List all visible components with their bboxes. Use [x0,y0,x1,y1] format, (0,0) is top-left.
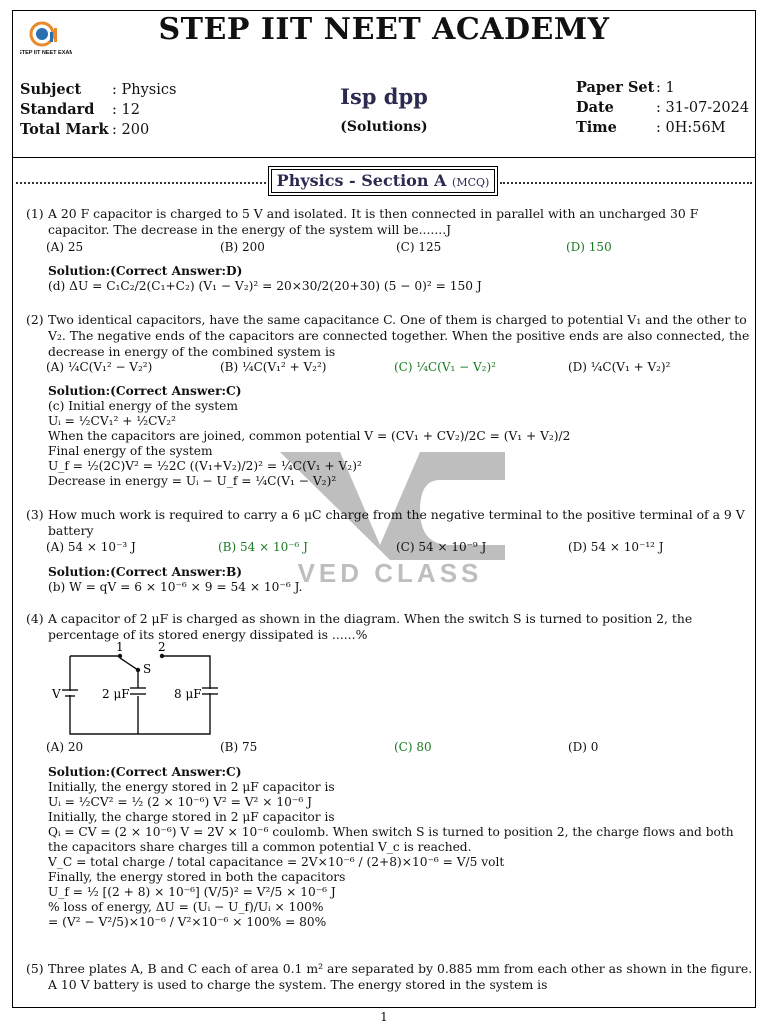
solution-line: U_f = ½ [(2 + 8) × 10⁻⁶] (V/5)² = V²/5 × 10⁻⁶ J [48,885,336,899]
question-text: How much work is required to carry a 6 μC charge from the negative terminal to the positive terminal of a 9 V battery [48,507,745,538]
section-title: Physics - Section A [276,171,447,190]
option-c: (C) 54 × 10⁻⁹ J [396,540,487,554]
solution-line: Final energy of the system [48,444,213,458]
solution-line: Qᵢ = CV = (2 × 10⁻⁶) V = 2V × 10⁻⁶ coulomb. When switch S is turned to position 2, the charge flows and both the capacitors share charges till a common potential V_c is reached. [48,825,734,854]
time-label: Time [576,119,617,136]
question-number: (2) [26,312,44,327]
question-text: A 20 F capacitor is charged to 5 V and isolated. It is then connected in parallel with an uncharged 30 F capacitor. The decrease in the energy of the system will be.......J [48,206,699,237]
question-number: (3) [26,507,44,522]
solution-line: Finally, the energy stored in both the capacitors [48,870,346,884]
switch-position-2: 2 [158,642,166,654]
option-b: (B) 200 [220,240,265,254]
solution-heading: Solution:(Correct Answer:B) [48,565,243,579]
solution-4 [48,765,738,930]
dotted-rule-right [500,182,752,184]
option-a: (A) 54 × 10⁻³ J [46,540,136,554]
question-text: A capacitor of 2 μF is charged as shown in the diagram. When the switch S is turned to position 2, the percentage of its stored energy dissipated is ......% [48,611,693,642]
option-d-correct: (D) 150 [566,240,612,254]
solution-2 [48,384,748,489]
section-sub: (MCQ) [452,176,490,189]
watermark-text: VED CLASS [297,558,483,588]
solution-line: (c) Initial energy of the system [48,399,238,413]
option-a: (A) 20 [46,740,84,754]
academy-title: STEP IIT NEET ACADEMY [158,12,610,47]
option-c-correct: (C) 80 [394,740,432,754]
question-1 [26,206,756,240]
option-d: (D) 54 × 10⁻¹² J [568,540,664,554]
solution-line: Decrease in energy = Uᵢ − U_f = ¼C(V₁ − V₂)² [48,474,337,488]
question-text: Three plates A, B and C each of area 0.1 m² are separated by 0.885 mm from each other as shown in the figure. A 10 V battery is used to charge the system. The energy stored in the system is [48,961,753,992]
subject-value: : Physics [112,82,177,98]
meta-right [576,78,749,138]
question-number: (5) [26,961,44,976]
option-a: (A) ¼C(V₁² − V₂²) [46,360,153,374]
battery-label: V [52,687,61,701]
option-a: (A) 25 [46,240,84,254]
question-4 [26,611,756,643]
solution-heading: Solution:(Correct Answer:D) [48,264,243,278]
total-mark-value: : 200 [112,122,150,138]
option-b-correct: (B) 54 × 10⁻⁶ J [218,540,308,554]
option-d: (D) 0 [568,740,599,754]
question-2 [26,312,756,360]
solution-line: When the capacitors are joined, common potential V = (CV₁ + CV₂)/2C = (V₁ + V₂)/2 [48,429,571,443]
subject-label: Subject [20,81,82,98]
capacitor-2uf-label: 2 μF [102,687,130,701]
solution-1 [48,264,748,294]
switch-position-1: 1 [116,642,124,654]
option-c-correct: (C) ¼C(V₁ − V₂)² [394,360,496,374]
solution-line: Initially, the charge stored in 2 μF capacitor is [48,810,335,824]
page-number: 1 [380,1010,388,1024]
question-5 [26,961,756,995]
solution-line: Uᵢ = ½CV² = ½ (2 × 10⁻⁶) V² = V² × 10⁻⁶ J [48,795,312,809]
paperset-label: Paper Set [576,79,655,96]
solution-line: U_f = ½(2C)V² = ½2C ((V₁+V₂)/2)² = ¼C(V₁ + V₂)² [48,459,362,473]
solution-line: % loss of energy, ΔU = (Uᵢ − U_f)/Uᵢ × 100% [48,900,324,914]
solution-heading: Solution:(Correct Answer:C) [48,765,242,779]
solution-heading: Solution:(Correct Answer:C) [48,384,242,398]
solution-line: Uᵢ = ½CV₁² + ½CV₂² [48,414,177,428]
header-divider [12,157,756,158]
standard-value: : 12 [112,102,140,118]
total-mark-label: Total Mark [20,121,109,138]
solution-line: (d) ΔU = C₁C₂/2(C₁+C₂) (V₁ − V₂)² = 20×30/2(20+30) (5 − 0)² = 150 J [48,279,482,293]
logo-text: STEP IIT NEET EXAM [20,50,72,56]
solution-line: V_C = total charge / total capacitance = 2V×10⁻⁶ / (2+8)×10⁻⁶ = V/5 volt [48,855,505,869]
option-b: (B) ¼C(V₁² + V₂²) [220,360,327,374]
circuit-diagram [50,642,220,736]
capacitor-8uf-label: 8 μF [174,687,202,701]
question-number: (1) [26,206,44,221]
date-value: : 31-07-2024 [656,100,750,116]
question-3 [26,507,756,539]
paper-subtitle: (Solutions) [340,119,428,135]
paperset-value: : 1 [656,80,675,96]
dotted-rule-left [16,182,266,184]
option-b: (B) 75 [220,740,258,754]
solution-line: Initially, the energy stored in 2 μF capacitor is [48,780,335,794]
date-label: Date [576,99,614,116]
solution-line: = (V² − V²/5)×10⁻⁶ / V²×10⁻⁶ × 100% = 80% [48,915,327,929]
question-text: Two identical capacitors, have the same capacitance C. One of them is charged to potential V₁ and the other to V₂. The negative ends of the capacitors are connected together. When the positive ends are also connected, the decrease in energy of the combined system is [48,312,750,359]
question-number: (4) [26,611,44,626]
section-header [268,166,498,196]
switch-label: S [143,662,152,676]
option-c: (C) 125 [396,240,442,254]
solution-line: (b) W = qV = 6 × 10⁻⁶ × 9 = 54 × 10⁻⁶ J. [48,580,303,594]
standard-label: Standard [20,101,95,118]
solution-3 [48,565,748,595]
option-d: (D) ¼C(V₁ + V₂)² [568,360,671,374]
time-value: : 0H:56M [656,120,726,136]
paper-title: Isp dpp [340,84,428,109]
